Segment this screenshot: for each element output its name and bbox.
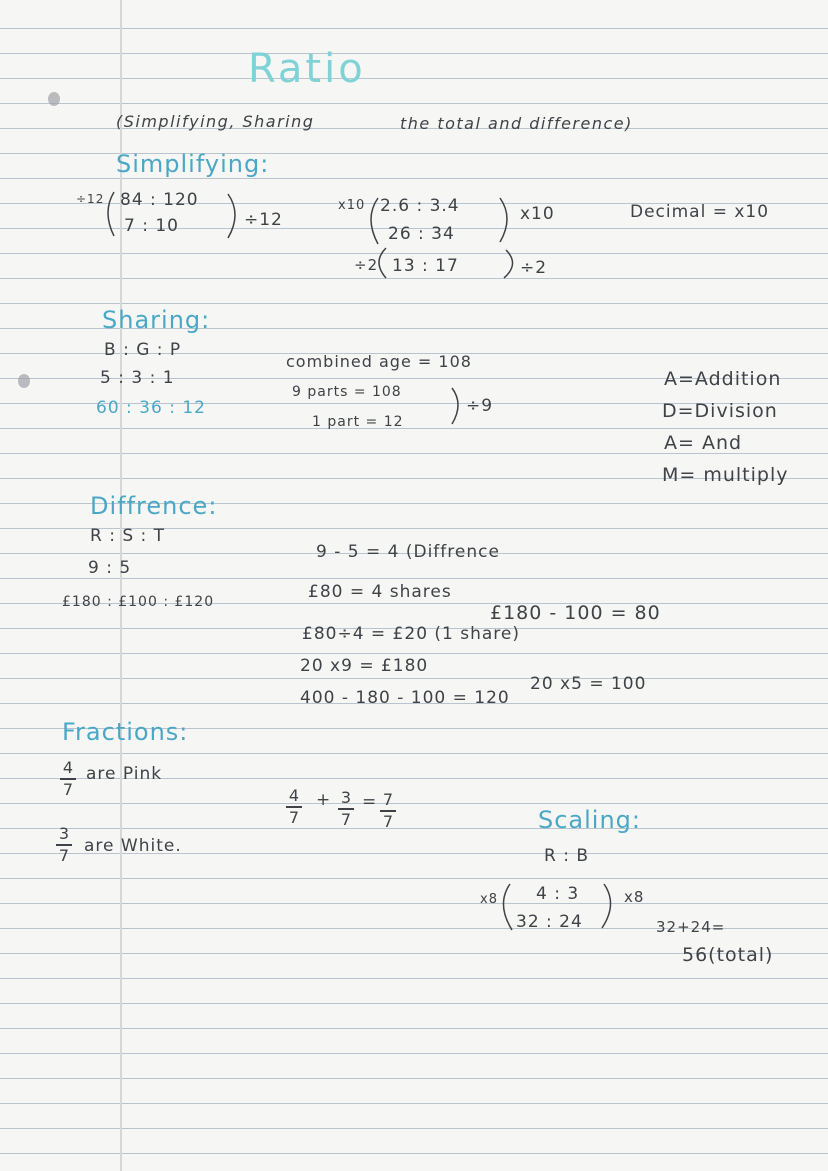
bracket-left-ex1 (108, 192, 114, 236)
simplify-ex1-left-op: ÷12 (76, 192, 105, 206)
bracket-scaling-right (602, 884, 611, 928)
simplifying-heading: Simplifying: (116, 150, 270, 178)
scaling-row1: R : B (544, 846, 590, 866)
simplify-ex2-row1: 2.6 : 3.4 (380, 196, 460, 216)
sum-a-denominator: 7 (288, 807, 300, 827)
simplify-ex2-row3: 13 : 17 (392, 256, 459, 276)
scaling-right-op: x8 (624, 888, 645, 906)
sum-fraction-b (338, 790, 354, 828)
simplify-ex1-row2: 7 : 10 (124, 216, 179, 236)
fractions-heading: Fractions: (62, 718, 189, 746)
subtitle-right: the total and difference) (400, 114, 633, 133)
fraction-pink-text: are Pink (86, 764, 163, 784)
sum-plus: + (316, 790, 332, 810)
mnemonic-a: A=Addition (664, 368, 782, 390)
sum-fraction-c (380, 792, 396, 830)
sharing-work2: 9 parts = 108 (292, 384, 402, 400)
sum-equals: = (362, 792, 378, 812)
subtitle-left: (Simplifying, Sharing (116, 112, 315, 131)
difference-work1: 9 - 5 = 4 (Diffrence (316, 542, 500, 562)
sum-fraction-a (286, 788, 302, 826)
difference-work4b: 20 x5 = 100 (530, 674, 647, 694)
mnemonic-a2: A= And (664, 432, 743, 454)
fraction-pink (60, 760, 76, 798)
sum-b-denominator: 7 (340, 809, 352, 829)
simplify-ex1-row1: 84 : 120 (120, 190, 199, 210)
sharing-row3: 60 : 36 : 12 (96, 398, 206, 418)
difference-work2b: £180 - 100 = 80 (490, 602, 661, 624)
bracket-right-ex2b (504, 250, 513, 278)
simplify-ex1-right-op: ÷12 (244, 210, 283, 230)
bracket-sharing (452, 388, 458, 424)
scaling-total1: 32+24= (656, 918, 726, 936)
sharing-work-op: ÷9 (466, 396, 494, 416)
difference-work2: £80 = 4 shares (308, 582, 452, 602)
fraction-white-numerator: 3 (58, 824, 70, 843)
scaling-row2: 4 : 3 (536, 884, 580, 904)
sharing-heading: Sharing: (102, 306, 211, 334)
page-title: Ratio (248, 46, 366, 92)
sharing-row1: B : G : P (104, 340, 182, 360)
scaling-row3: 32 : 24 (516, 912, 583, 932)
scaling-left-op: x8 (480, 892, 498, 907)
simplify-ex2-right-op1: x10 (520, 204, 555, 224)
fraction-white-denominator: 7 (58, 845, 70, 865)
mnemonic-d: D=Division (662, 400, 778, 422)
sum-a-numerator: 4 (288, 786, 300, 805)
sum-b-numerator: 3 (340, 788, 352, 807)
mnemonic-m: M= multiply (662, 464, 789, 486)
fraction-pink-numerator: 4 (62, 758, 74, 777)
sharing-row2: 5 : 3 : 1 (100, 368, 175, 388)
simplify-ex2-right-op2: ÷2 (520, 258, 548, 278)
difference-heading: Diffrence: (90, 492, 218, 520)
difference-row3: £180 : £100 : £120 (62, 594, 215, 610)
difference-work3: £80÷4 = £20 (1 share) (302, 624, 521, 644)
bracket-right-ex2a (500, 198, 507, 242)
bracket-scaling-left (503, 884, 512, 930)
sharing-work3: 1 part = 12 (312, 414, 404, 430)
difference-row1: R : S : T (90, 526, 166, 546)
bracket-left-ex2a (371, 198, 378, 244)
simplify-ex2-left-op1: x10 (338, 198, 366, 213)
sum-c-numerator: 7 (382, 790, 394, 809)
difference-work4: 20 x9 = £180 (300, 656, 429, 676)
difference-row2: 9 : 5 (88, 558, 132, 578)
difference-work5: 400 - 180 - 100 = 120 (300, 688, 510, 708)
simplify-ex2-row2: 26 : 34 (388, 224, 455, 244)
fraction-white (56, 826, 72, 864)
simplify-ex2-left-op2: ÷2 (354, 256, 379, 274)
scaling-heading: Scaling: (538, 806, 642, 834)
decimal-note: Decimal = x10 (630, 202, 770, 222)
bracket-left-ex2b (379, 248, 386, 278)
sharing-work1: combined age = 108 (286, 352, 472, 371)
scaling-total2: 56(total) (682, 944, 774, 966)
fraction-pink-denominator: 7 (62, 779, 74, 799)
fraction-white-text: are White. (84, 836, 182, 856)
bracket-right-ex1 (228, 194, 235, 238)
sum-c-denominator: 7 (382, 811, 394, 831)
